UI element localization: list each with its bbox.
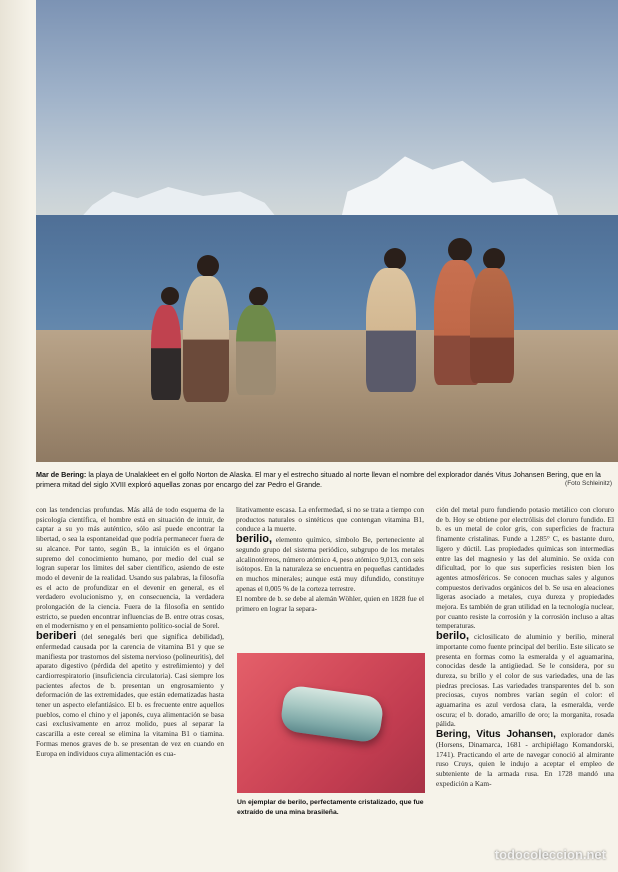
child-6: [470, 268, 514, 383]
entry-bering: [436, 730, 614, 788]
watermark: todocoleccion.net: [494, 847, 606, 862]
text-column-1: [36, 505, 224, 759]
column-3-paragraph: ción del metal puro fundiendo potasio metálico con cloruro de b. Hoy se obtiene por electrólisis del cloruro fundido. El b. es un metal de color gris, con superficies de fractura finamente cristalinas. Funde a 1.285° C, es bastante duro, ligero y dúctil. Las propiedades químicas son intermedias entre las del magnesio y las del aluminio. Se oxida con dificultad, por lo que sus superficies resisten bien los agentes atmosféricos. Se conocen muchas sales y algunos compuestos derivados orgánicos del b. Se usa en aleaciones ligeras asociado a metales, cuya dureza y propiedades mejora. Es también de gran utilidad en la tecnología nuclear, por cuanto resiste la corrosión y la corrosión incluso a altas temperaturas.: [436, 505, 614, 631]
photo-credit: (Foto Schleinitz): [565, 480, 612, 487]
bering-sea-photo: [36, 0, 618, 462]
photo-caption: [36, 470, 614, 490]
child-4: [366, 268, 416, 392]
child-3-head: [249, 287, 268, 306]
text-column-3: [436, 505, 614, 789]
beryl-crystal: [279, 684, 384, 743]
child-1: [151, 305, 181, 400]
column-1-paragraph: con las tendencias profundas. Más allá de todo esquema de la psicología científica, el hombre está en situación de intuir, de captar a su yo más auténtico, sólo así puede encontrar la libertad, o sea la espontaneidad que podría permanecer fuera de su alcance. Por tanto, según B., la intuición es el órgano supremo del conocimiento humano, por medio del cual se logran superar los límites del saber científico, asiendo de este modo el devenir de la realidad. Usando sus palabras, la filosofía es el acto de profundizar en el devenir en general, es el verdadero evolucionismo y, en consecuencia, la verdadera prolongación de la ciencia. Fuera de la filosofía en sentido estricto, se pueden encontrar influencias de B. entre otras cosas, en el modernismo y en el pensamiento político-social de Sorel.: [36, 505, 224, 631]
beryl-photo: [237, 653, 425, 793]
entry-def-berilo: ciclosilicato de aluminio y berilio, mineral importante como fuente principal del berilio. Este silicato se presenta en formas como la esmeralda y el aguamarina, conocidas desde la antigüedad. Se le considera, por su dureza, su brillo y el color de sus variedades, una de las piedras preciosas. Las variedades transparentes del b. son preciosas, cuyos nombres varían según el color: el aguamarina es azul verdosa clara, la esmeralda, verde oscura; el b. dorado, amarillo de oro; la morganita, rosada pálida.: [436, 632, 614, 729]
entry-def-bering: explorador danés (Horsens, Dinamarca, 1681 - archipiélago Komandorski, 1741). Practicando el arte de navegar conoció al almirante ruso Cruys, quien le indujo a aceptar el empleo de subteniente de la armada rusa. En 1728 mandó una expedición a Kam-: [436, 730, 615, 788]
entry-def-beriberi: (del senegalés beri que significa debilidad), enfermedad causada por la carencia de vitamina B1 y que se manifiesta por trastornos del sistema nervioso (polineuritis), del aparato digestivo (pérdida del apetito y estreñimiento) y del cardiorrespiratorio (insuficiencia circulatoria). Casi siempre los pacientes afectos de b. presentan un engrosamiento y deformación de las extremidades, que están edematizadas hasta tener un aspecto elefantiásico. El b. es frecuente entre aquellos pueblos, como el chino y el japonés, cuya alimentación se basa casi exclusivamente en arroz molido, pues al separar la cascarilla a este cereal se elimina la vitamina B1 o tiamina. Formas menos graves de b. se presentan de vez en cuando en Europa en individuos cuya alimentación es cua-: [36, 632, 225, 758]
child-3: [236, 305, 276, 395]
photo-rocks: [36, 330, 618, 462]
column-2-paragraph-2: El nombre de b. se debe al alemán Wöhler, quien en 1828 fue el primero en lograr la separa-: [236, 594, 424, 614]
child-2: [183, 276, 229, 402]
page-edge: [0, 0, 30, 872]
child-5-head: [448, 238, 472, 262]
child-6-head: [483, 248, 505, 270]
child-4-head: [384, 248, 406, 270]
caption-title: Mar de Bering:: [36, 470, 87, 479]
child-2-head: [197, 255, 219, 277]
entry-beriberi: [36, 632, 224, 758]
entry-berilio: [236, 535, 424, 593]
entry-berilo: [436, 632, 614, 729]
entry-term-berilio: berilio,: [236, 533, 273, 546]
entry-term-bering: Bering, Vitus Johansen,: [436, 729, 556, 741]
entry-def-berilio: elemento químico, símbolo Be, perteneciente al segundo grupo del sistema periódico, subgrupo de los metales alcalinotérreos, número atómico 4, peso atómico 9,013, con seis isótopos. En la naturaleza se encuentra en pequeñas cantidades en muchos minerales; aunque está muy difundido, constituye apenas el 0,005 % de la corteza terrestre.: [236, 535, 424, 593]
entry-term-berilo: berilo,: [436, 630, 470, 643]
text-column-2: [236, 505, 424, 615]
child-1-head: [161, 287, 179, 305]
caption-text: la playa de Unalakleet en el golfo Norton de Alaska. El mar y el estrecho situado al norte llevan el nombre del explorador danés Vitus Johansen Bering, que en la primera mitad del siglo XVIII exploró aquellas zonas por encargo del zar Pedro el Grande.: [36, 470, 601, 489]
column-2-paragraph: litativamente escasa. La enfermedad, si no se trata a tiempo con productos naturales o sintéticos que contengan vitamina B1, conduce a la muerte.: [236, 505, 424, 534]
entry-term-beriberi: beriberi: [36, 630, 77, 643]
beryl-caption: Un ejemplar de berilo, perfectamente cristalizado, que fue extraído de una mina brasileña.: [237, 799, 424, 816]
